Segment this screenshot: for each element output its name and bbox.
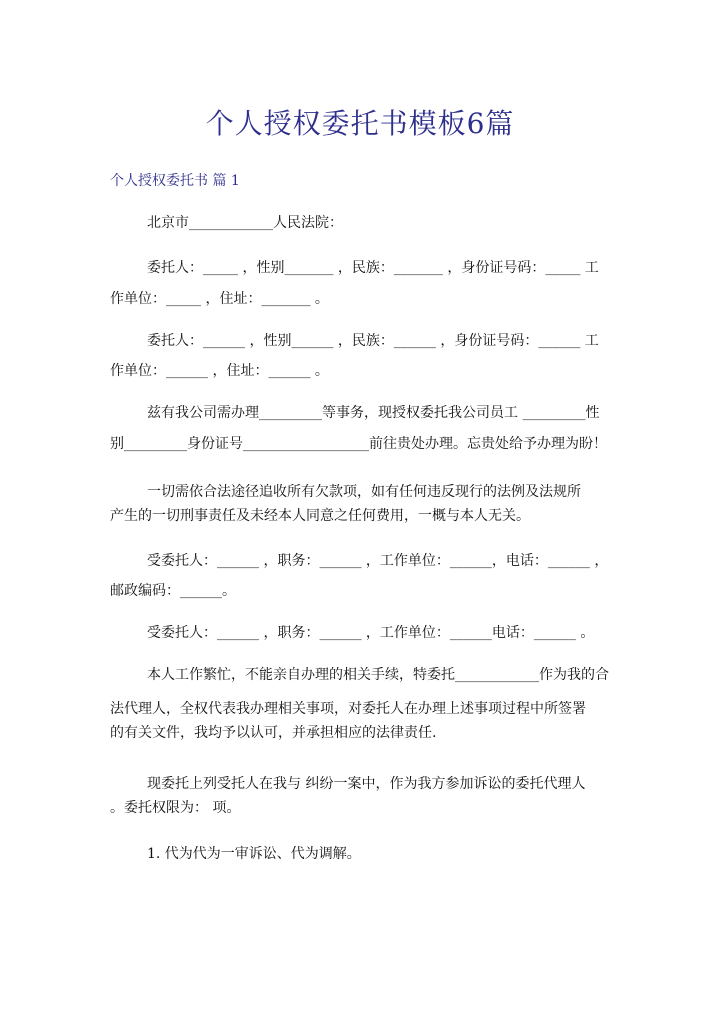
litigation-line-b: 。委托权限为： 项。 — [110, 800, 241, 816]
document-title: 个人授权委托书模板6篇 — [205, 107, 515, 140]
document-subtitle: 个人授权委托书 篇 1 — [110, 173, 240, 189]
principal-2-line-b: 作单位：______ ，住址：______ 。 — [110, 363, 329, 379]
proxy-line-b: 法代理人，全权代表我办理相关事项，对委托人在办理上述事项过程中所签署 — [110, 701, 586, 717]
agent-2-line: 受委托人：______ ，职务：______ ，工作单位：______电话：______ 。 — [147, 625, 595, 641]
agent-1-line-b: 邮政编码：______。 — [110, 583, 236, 599]
liability-line-a: 一切需依合法途径追收所有欠款项，如有任何违反现行的法例及法规所 — [147, 484, 581, 500]
proxy-line-c: 的有关文件，我均予以认可，并承担相应的法律责任. — [110, 725, 437, 741]
proxy-line-a: 本人工作繁忙，不能亲自办理的相关手续，特委托____________作为我的合 — [147, 667, 609, 683]
agent-1-line-a: 受委托人：______ ，职务：______ ，工作单位：______，电话：______ ， — [147, 553, 609, 569]
scope-item-1: 1. 代为代为一审诉讼、代为调解。 — [147, 846, 361, 862]
principal-1-line-a: 委托人：_____ ，性别_______ ，民族：_______ ，身份证号码：_____ 工 — [147, 260, 599, 276]
addressee-line: 北京市____________人民法院： — [147, 215, 343, 231]
litigation-line-a: 现委托上列受托人在我与 纠纷一案中，作为我方参加诉讼的委托代理人 — [147, 776, 586, 792]
liability-line-b: 产生的一切刑事责任及未经本人同意之任何费用，一概与本人无关。 — [110, 508, 530, 524]
principal-1-line-b: 作单位：_____ ，住址：_______ 。 — [110, 291, 329, 307]
authorization-line-b: 别_________身份证号__________________前往贵处办理。忘贵处给予办理为盼！ — [110, 436, 607, 452]
authorization-line-a: 兹有我公司需办理_________等事务，现授权委托我公司员工 _________性 — [147, 405, 600, 421]
principal-2-line-a: 委托人：______ ，性别______ ，民族：______ ，身份证号码：______ 工 — [147, 333, 599, 349]
